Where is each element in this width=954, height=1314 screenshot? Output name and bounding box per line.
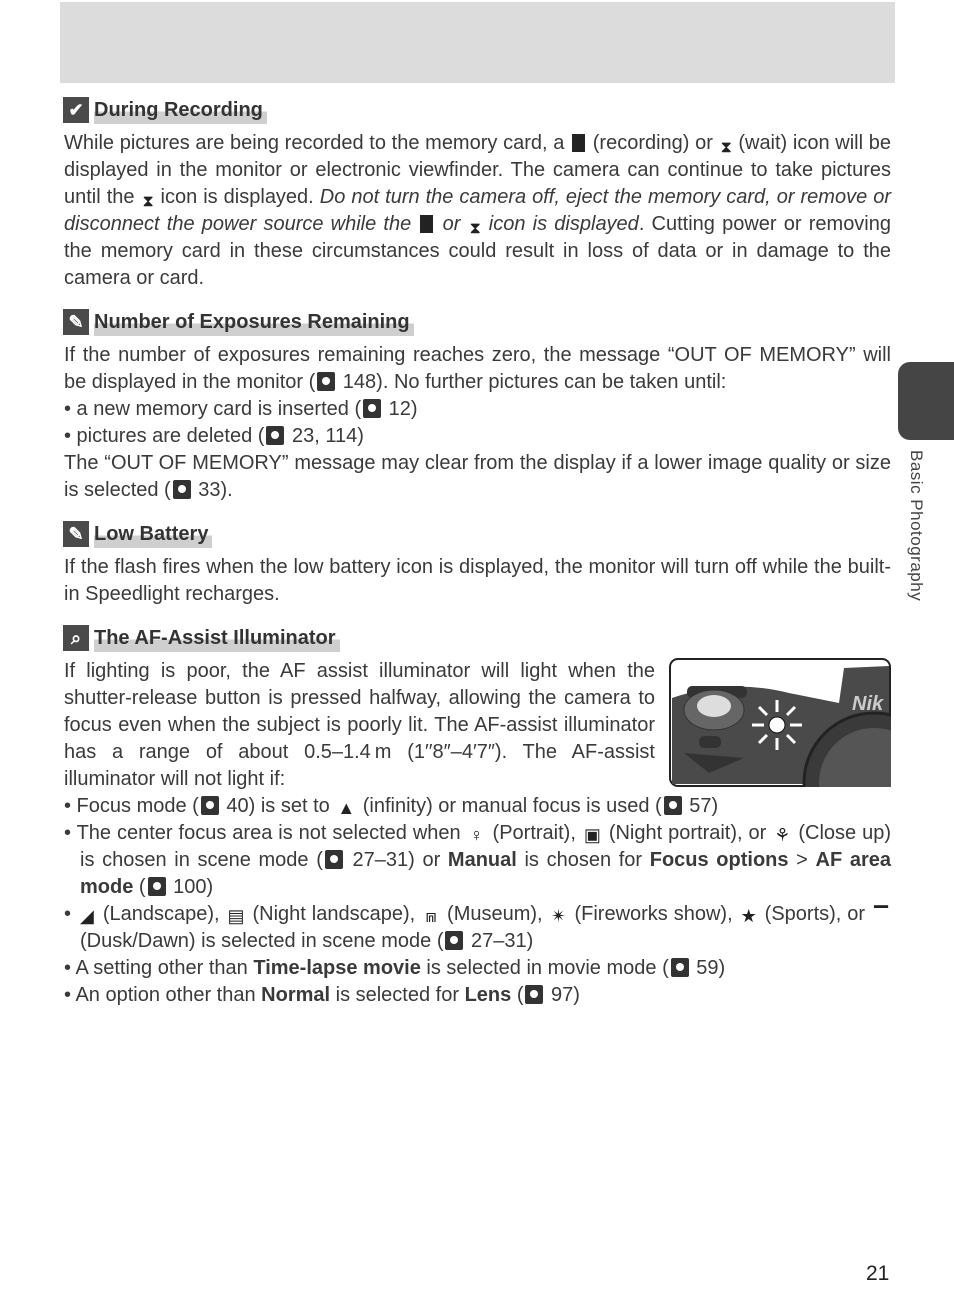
closeup-icon: ⚘ bbox=[774, 825, 791, 845]
text: If the number of exposures remaining reaches zero, the message “OUT OF MEMORY” will be displayed in the monitor ( bbox=[64, 344, 891, 393]
paragraph bbox=[64, 554, 891, 608]
bold-term: Lens bbox=[464, 984, 512, 1006]
text: 40) is set to bbox=[220, 795, 336, 817]
section-during-recording bbox=[64, 96, 891, 292]
wait-icon: ⧗ bbox=[469, 220, 481, 237]
text: (Night landscape), bbox=[246, 903, 422, 925]
bullet-item bbox=[64, 955, 891, 982]
portrait-icon: ♀ bbox=[469, 825, 484, 845]
text: (Sports), or bbox=[758, 903, 871, 925]
page-reference-icon bbox=[148, 877, 166, 896]
bullet-item bbox=[64, 423, 891, 450]
chapter-label: Basic Photography bbox=[907, 450, 926, 602]
page-reference-icon bbox=[325, 850, 343, 869]
note-icon: ✎ bbox=[63, 309, 89, 335]
bold-term: AF area mode bbox=[80, 849, 891, 898]
text: 12) bbox=[383, 398, 418, 420]
section-low-battery bbox=[64, 520, 891, 608]
section-title: During Recording bbox=[94, 96, 267, 124]
bullet-item bbox=[64, 396, 891, 423]
text: . Cutting power or removing the memory card in these circumstances could result in loss of data or in damage to the camera or card. bbox=[64, 213, 892, 289]
text: 27–31) or bbox=[344, 849, 448, 871]
section-heading bbox=[63, 624, 891, 652]
nightlandscape-icon: ▤ bbox=[227, 906, 245, 926]
text: 23, 114) bbox=[286, 425, 364, 447]
text: • a new memory card is inserted ( bbox=[64, 398, 362, 420]
text: (Landscape), bbox=[96, 903, 226, 925]
text: 27–31) bbox=[465, 930, 534, 952]
fireworks-icon: ✴ bbox=[551, 906, 567, 926]
text: (Fireworks show), bbox=[568, 903, 739, 925]
text: (Museum), bbox=[441, 903, 549, 925]
bold-term: Manual bbox=[447, 849, 517, 871]
page-reference-icon bbox=[173, 480, 191, 499]
text: • The center focus area is not selected when bbox=[64, 822, 467, 844]
text: is selected in movie mode ( bbox=[420, 957, 669, 979]
text: (wait) icon will be displayed in the monitor or electronic viewfinder. The camera can continue to take pictures until the bbox=[64, 132, 892, 208]
text: • bbox=[64, 903, 77, 925]
section-heading bbox=[63, 96, 891, 124]
page-reference-icon bbox=[445, 931, 463, 950]
text: is selected for bbox=[330, 984, 465, 1006]
page-reference-icon bbox=[201, 796, 219, 815]
bullet-item bbox=[64, 820, 891, 901]
note-icon: ✎ bbox=[63, 521, 89, 547]
section-title: Number of Exposures Remaining bbox=[94, 308, 414, 336]
text: 97) bbox=[545, 984, 580, 1006]
text: • pictures are deleted ( bbox=[64, 425, 265, 447]
text: icon is displayed. bbox=[154, 186, 320, 208]
page-reference-icon bbox=[266, 426, 284, 445]
bullet-item bbox=[64, 901, 891, 955]
wait-icon: ⧗ bbox=[142, 193, 154, 210]
text: > bbox=[788, 849, 816, 871]
text: 100) bbox=[167, 876, 214, 898]
page-reference-icon bbox=[317, 372, 335, 391]
text: (Night portrait), or bbox=[602, 822, 773, 844]
paragraph bbox=[64, 342, 891, 396]
museum-icon: ⩎ bbox=[426, 906, 437, 926]
camera-brand-logo: Nik bbox=[852, 693, 884, 715]
wait-icon: ⧗ bbox=[720, 139, 732, 156]
text: (infinity) or manual focus is used ( bbox=[357, 795, 662, 817]
text: • An option other than bbox=[64, 984, 262, 1006]
bullet-item bbox=[64, 982, 891, 1009]
bold-term: Normal bbox=[261, 984, 331, 1006]
text: ( bbox=[511, 984, 524, 1006]
section-title: The AF-Assist Illuminator bbox=[94, 624, 340, 652]
emphasis-text: or bbox=[435, 213, 468, 235]
sports-icon: ★ bbox=[740, 906, 757, 926]
text: (Dusk/Dawn) is selected in scene mode ( bbox=[80, 930, 444, 952]
nightportrait-icon: ▣ bbox=[583, 825, 601, 845]
page-body bbox=[64, 96, 891, 1025]
emphasis-text: icon is displayed bbox=[481, 213, 639, 235]
bullet-item bbox=[64, 793, 891, 820]
page-reference-icon bbox=[671, 958, 689, 977]
rec-icon bbox=[572, 134, 585, 152]
section-heading bbox=[63, 308, 891, 336]
text: 148). No further pictures can be taken until: bbox=[337, 371, 727, 393]
page-reference-icon bbox=[664, 796, 682, 815]
text: 59) bbox=[690, 957, 726, 979]
text: The “OUT OF MEMORY” message may clear from the display if a lower image quality or size is selected ( bbox=[64, 452, 891, 501]
section-exposures-remaining bbox=[64, 308, 891, 504]
text: If lighting is poor, the AF assist illuminator will light when the shutter-release button is pressed halfway, allowing the camera to focus even when the subject is poorly lit. The AF-assist illuminator has a range of about 0.5–1.4 m (1′′8″–4′7″). The AF-assist illuminator will not light if: bbox=[64, 660, 655, 790]
paragraph bbox=[64, 130, 891, 292]
text: While pictures are being recorded to the memory card, a bbox=[64, 132, 571, 154]
text: (Close up) is chosen in scene mode ( bbox=[80, 822, 892, 871]
page-reference-icon bbox=[363, 399, 381, 418]
check-icon: ✔ bbox=[63, 97, 89, 123]
header-band bbox=[60, 2, 895, 83]
magnifier-icon: ⌕ bbox=[63, 625, 89, 651]
bold-term: Time-lapse movie bbox=[253, 957, 421, 979]
text: If the flash fires when the low battery icon is displayed, the monitor will turn off while the built-in Speedlight recharges. bbox=[64, 556, 891, 605]
bold-term: Focus options bbox=[649, 849, 789, 871]
text: (Portrait), bbox=[486, 822, 582, 844]
text: is chosen for bbox=[516, 849, 650, 871]
landscape-icon: ◢ bbox=[80, 906, 94, 926]
text: • A setting other than bbox=[64, 957, 254, 979]
text: 33). bbox=[192, 479, 233, 501]
text: (recording) or bbox=[587, 132, 719, 154]
page-number: 21 bbox=[866, 1262, 890, 1285]
text: 57) bbox=[683, 795, 719, 817]
section-heading bbox=[63, 520, 891, 548]
section-title: Low Battery bbox=[94, 520, 212, 548]
dusk-icon: ▔ bbox=[874, 906, 888, 926]
section-af-assist bbox=[64, 624, 891, 1009]
rec-icon bbox=[420, 215, 433, 233]
chapter-tab bbox=[898, 362, 954, 440]
emphasis-text: Do not turn the camera off, eject the memory card, or remove or disconnect the power source while the bbox=[64, 186, 891, 235]
paragraph bbox=[64, 450, 891, 504]
camera-af-illuminator-figure bbox=[669, 658, 891, 787]
text: ( bbox=[133, 876, 146, 898]
page-reference-icon bbox=[525, 985, 543, 1004]
text: • Focus mode ( bbox=[64, 795, 199, 817]
inf-icon: ▲ bbox=[337, 798, 356, 818]
